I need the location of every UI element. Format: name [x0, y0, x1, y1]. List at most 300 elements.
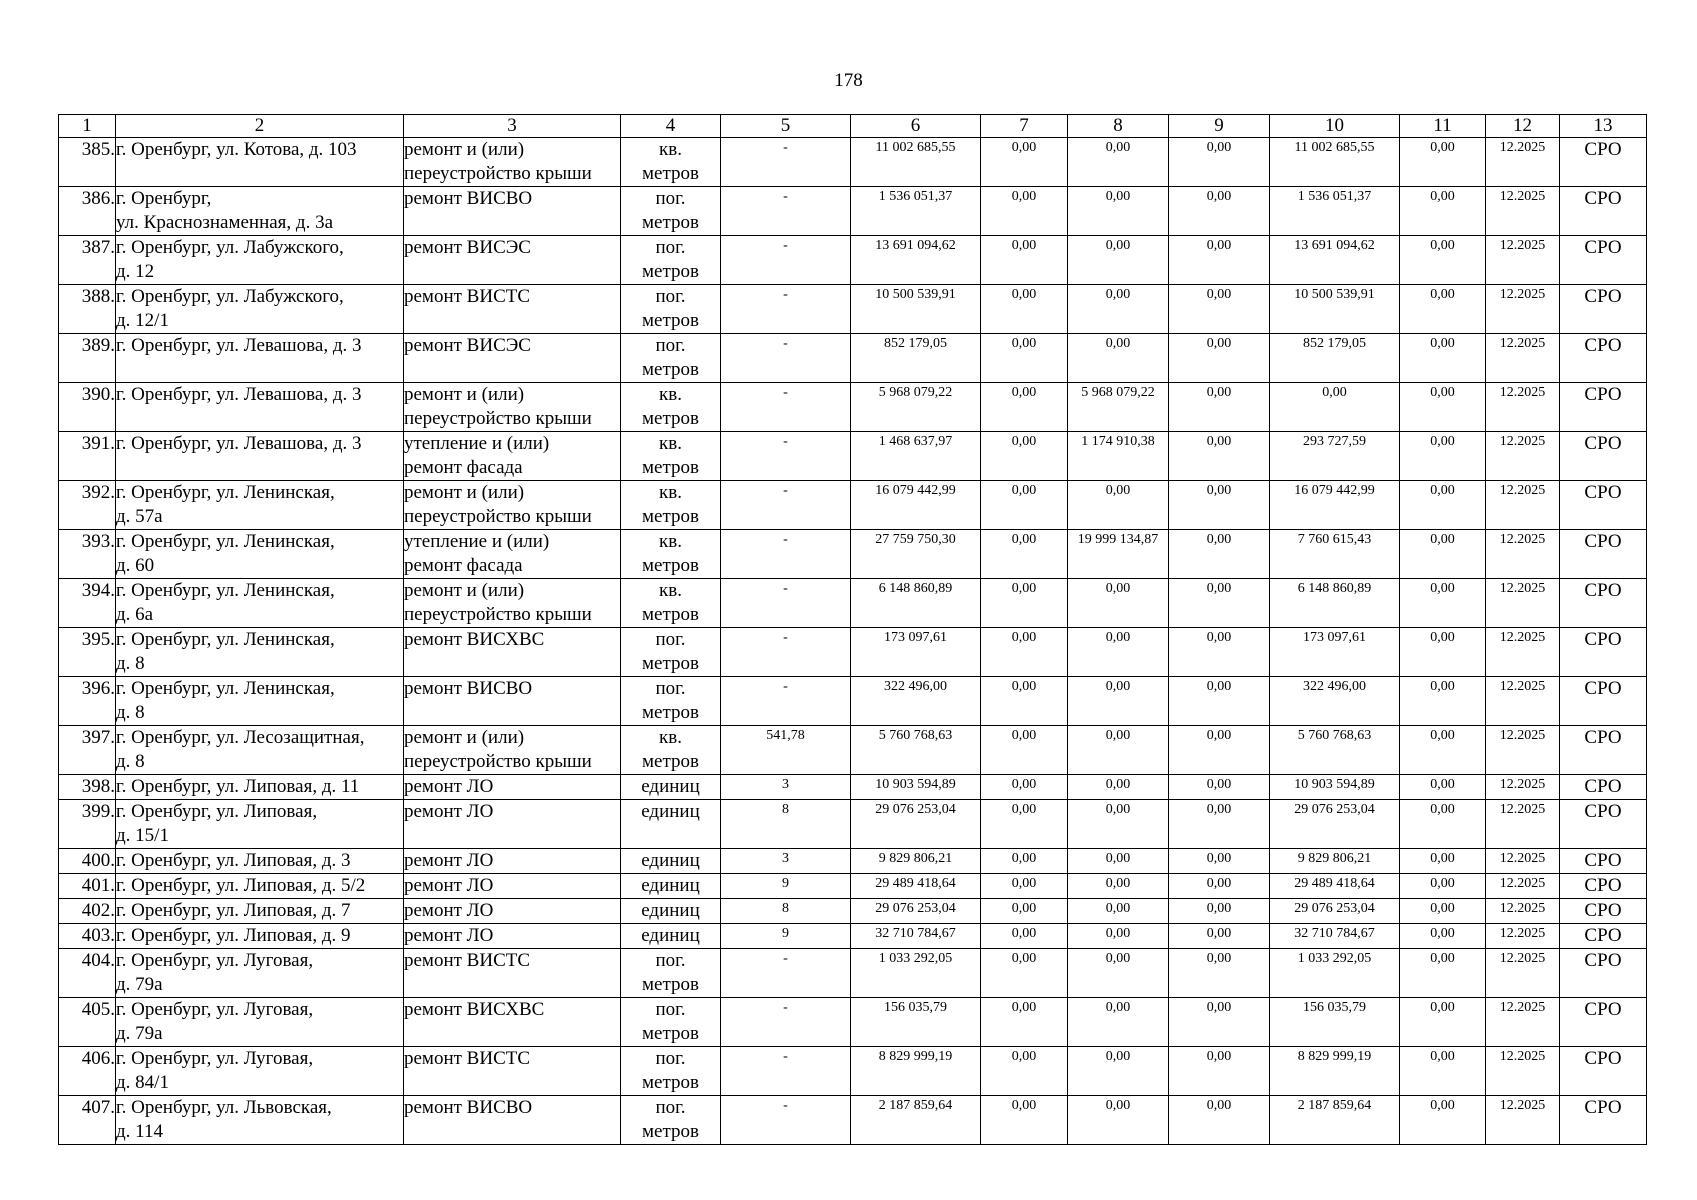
- unit-cell: [621, 481, 721, 530]
- executor-cell: СРО: [1560, 138, 1647, 187]
- address-cell-line: д. 79а: [116, 1023, 163, 1044]
- address-cell-line: г. Оренбург, ул. Ленинская,: [116, 531, 335, 552]
- col10-cell: 2 187 859,64: [1270, 1096, 1400, 1145]
- unit-cell-line: пог.: [655, 950, 686, 971]
- table-row: [59, 481, 1647, 530]
- col10-cell: 322 496,00: [1270, 677, 1400, 726]
- work-type-cell: [404, 432, 621, 481]
- col9-cell: 0,00: [1169, 998, 1270, 1047]
- col11-cell: 0,00: [1400, 849, 1486, 874]
- work-type-cell-line: ремонт ВИСВО: [404, 678, 533, 699]
- row-number-cell: 385.: [59, 138, 116, 187]
- col11-cell: 0,00: [1400, 775, 1486, 800]
- col9-cell: 0,00: [1169, 677, 1270, 726]
- col7-cell: 0,00: [981, 1047, 1068, 1096]
- table-row: [59, 432, 1647, 481]
- col7-cell: 0,00: [981, 924, 1068, 949]
- work-type-cell-line: ремонт ВИСТС: [404, 1048, 531, 1069]
- total-cost-cell: 29 489 418,64: [851, 874, 981, 899]
- address-cell: [116, 138, 404, 187]
- column-header: 6: [851, 115, 981, 138]
- work-type-cell: [404, 187, 621, 236]
- unit-cell: [621, 949, 721, 998]
- total-cost-cell: 9 829 806,21: [851, 849, 981, 874]
- col7-cell: 0,00: [981, 383, 1068, 432]
- table-row: [59, 138, 1647, 187]
- col10-cell: 156 035,79: [1270, 998, 1400, 1047]
- col11-cell: 0,00: [1400, 899, 1486, 924]
- unit-cell: [621, 383, 721, 432]
- executor-cell: СРО: [1560, 187, 1647, 236]
- unit-cell-line: метров: [642, 1023, 699, 1044]
- col7-cell: 0,00: [981, 628, 1068, 677]
- address-cell-line: д. 8: [116, 751, 145, 772]
- quantity-cell: -: [721, 432, 851, 481]
- table-row: [59, 1096, 1647, 1145]
- col11-cell: 0,00: [1400, 628, 1486, 677]
- work-type-cell-line: ремонт фасада: [404, 457, 523, 478]
- col11-cell: 0,00: [1400, 800, 1486, 849]
- column-header: 1: [59, 115, 116, 138]
- executor-cell: СРО: [1560, 628, 1647, 677]
- column-header: 3: [404, 115, 621, 138]
- address-cell: [116, 849, 404, 874]
- address-cell-line: г. Оренбург, ул. Котова, д. 103: [116, 139, 357, 160]
- address-cell-line: д. 60: [116, 555, 155, 576]
- work-type-cell: [404, 924, 621, 949]
- col11-cell: 0,00: [1400, 1047, 1486, 1096]
- work-type-cell-line: ремонт и (или): [404, 384, 525, 405]
- work-type-cell: [404, 481, 621, 530]
- address-cell-line: г. Оренбург, ул. Лесозащитная,: [116, 727, 365, 748]
- col8-cell: 0,00: [1068, 899, 1169, 924]
- col8-cell: 0,00: [1068, 187, 1169, 236]
- col7-cell: 0,00: [981, 334, 1068, 383]
- work-type-cell: [404, 285, 621, 334]
- total-cost-cell: 29 076 253,04: [851, 899, 981, 924]
- header-row: [59, 115, 1647, 138]
- column-header: 5: [721, 115, 851, 138]
- col9-cell: 0,00: [1169, 849, 1270, 874]
- col10-cell: 10 500 539,91: [1270, 285, 1400, 334]
- quantity-cell: -: [721, 383, 851, 432]
- col11-cell: 0,00: [1400, 285, 1486, 334]
- table-row: [59, 949, 1647, 998]
- col10-cell: 1 033 292,05: [1270, 949, 1400, 998]
- address-cell-line: г. Оренбург, ул. Луговая,: [116, 950, 314, 971]
- row-number-cell: 405.: [59, 998, 116, 1047]
- work-type-cell: [404, 800, 621, 849]
- unit-cell: [621, 800, 721, 849]
- executor-cell: СРО: [1560, 924, 1647, 949]
- work-type-cell: [404, 334, 621, 383]
- col9-cell: 0,00: [1169, 899, 1270, 924]
- unit-cell: [621, 726, 721, 775]
- completion-date-cell: 12.2025: [1486, 187, 1560, 236]
- unit-cell-line: метров: [642, 555, 699, 576]
- completion-date-cell: 12.2025: [1486, 775, 1560, 800]
- quantity-cell: 8: [721, 800, 851, 849]
- col8-cell: 0,00: [1068, 236, 1169, 285]
- address-cell-line: д. 8: [116, 653, 145, 674]
- address-cell: [116, 530, 404, 579]
- col9-cell: 0,00: [1169, 800, 1270, 849]
- quantity-cell: 9: [721, 924, 851, 949]
- unit-cell-line: метров: [642, 751, 699, 772]
- unit-cell: [621, 334, 721, 383]
- col9-cell: 0,00: [1169, 334, 1270, 383]
- col9-cell: 0,00: [1169, 481, 1270, 530]
- unit-cell-line: метров: [642, 261, 699, 282]
- col10-cell: 10 903 594,89: [1270, 775, 1400, 800]
- col11-cell: 0,00: [1400, 924, 1486, 949]
- work-type-cell-line: переустройство крыши: [404, 506, 592, 527]
- completion-date-cell: 12.2025: [1486, 800, 1560, 849]
- unit-cell-line: единиц: [641, 900, 700, 921]
- unit-cell: [621, 849, 721, 874]
- col8-cell: 0,00: [1068, 849, 1169, 874]
- completion-date-cell: 12.2025: [1486, 530, 1560, 579]
- total-cost-cell: 1 536 051,37: [851, 187, 981, 236]
- col9-cell: 0,00: [1169, 138, 1270, 187]
- completion-date-cell: 12.2025: [1486, 1047, 1560, 1096]
- unit-cell-line: метров: [642, 310, 699, 331]
- total-cost-cell: 8 829 999,19: [851, 1047, 981, 1096]
- quantity-cell: -: [721, 236, 851, 285]
- col9-cell: 0,00: [1169, 949, 1270, 998]
- work-type-cell-line: утепление и (или): [404, 531, 550, 552]
- total-cost-cell: 27 759 750,30: [851, 530, 981, 579]
- unit-cell: [621, 530, 721, 579]
- work-type-cell-line: ремонт ВИСВО: [404, 188, 533, 209]
- work-type-cell: [404, 383, 621, 432]
- work-type-cell: [404, 849, 621, 874]
- column-header: 11: [1400, 115, 1486, 138]
- table-row: [59, 187, 1647, 236]
- work-type-cell-line: ремонт и (или): [404, 139, 525, 160]
- unit-cell: [621, 628, 721, 677]
- table-row: [59, 874, 1647, 899]
- quantity-cell: -: [721, 138, 851, 187]
- address-cell-line: г. Оренбург, ул. Липовая, д. 11: [116, 776, 360, 797]
- unit-cell-line: пог.: [655, 1097, 686, 1118]
- row-number-cell: 393.: [59, 530, 116, 579]
- work-type-cell: [404, 530, 621, 579]
- unit-cell: [621, 775, 721, 800]
- work-type-cell: [404, 1096, 621, 1145]
- unit-cell-line: пог.: [655, 1048, 686, 1069]
- col7-cell: 0,00: [981, 187, 1068, 236]
- table-row: [59, 236, 1647, 285]
- col10-cell: 29 076 253,04: [1270, 899, 1400, 924]
- quantity-cell: 9: [721, 874, 851, 899]
- col7-cell: 0,00: [981, 285, 1068, 334]
- completion-date-cell: 12.2025: [1486, 628, 1560, 677]
- col10-cell: 1 536 051,37: [1270, 187, 1400, 236]
- work-type-cell: [404, 677, 621, 726]
- unit-cell-line: метров: [642, 702, 699, 723]
- col9-cell: 0,00: [1169, 628, 1270, 677]
- col8-cell: 0,00: [1068, 579, 1169, 628]
- col11-cell: 0,00: [1400, 949, 1486, 998]
- table-row: [59, 899, 1647, 924]
- address-cell-line: г. Оренбург, ул. Ленинская,: [116, 482, 335, 503]
- address-cell: [116, 677, 404, 726]
- total-cost-cell: 13 691 094,62: [851, 236, 981, 285]
- address-cell: [116, 949, 404, 998]
- work-type-cell-line: ремонт ЛО: [404, 801, 494, 822]
- quantity-cell: 3: [721, 849, 851, 874]
- col8-cell: 0,00: [1068, 628, 1169, 677]
- completion-date-cell: 12.2025: [1486, 1096, 1560, 1145]
- row-number-cell: 407.: [59, 1096, 116, 1145]
- unit-cell-line: пог.: [655, 999, 686, 1020]
- col11-cell: 0,00: [1400, 383, 1486, 432]
- unit-cell: [621, 924, 721, 949]
- col8-cell: 0,00: [1068, 775, 1169, 800]
- quantity-cell: -: [721, 285, 851, 334]
- quantity-cell: -: [721, 187, 851, 236]
- address-cell: [116, 334, 404, 383]
- col11-cell: 0,00: [1400, 874, 1486, 899]
- col9-cell: 0,00: [1169, 579, 1270, 628]
- col9-cell: 0,00: [1169, 874, 1270, 899]
- unit-cell-line: пог.: [655, 286, 686, 307]
- work-type-cell-line: ремонт ВИСХВС: [404, 999, 545, 1020]
- col7-cell: 0,00: [981, 899, 1068, 924]
- quantity-cell: -: [721, 334, 851, 383]
- unit-cell-line: пог.: [655, 237, 686, 258]
- column-header: 9: [1169, 115, 1270, 138]
- executor-cell: СРО: [1560, 530, 1647, 579]
- col8-cell: 0,00: [1068, 334, 1169, 383]
- quantity-cell: -: [721, 1047, 851, 1096]
- work-type-cell-line: переустройство крыши: [404, 751, 592, 772]
- table-row: [59, 677, 1647, 726]
- address-cell-line: г. Оренбург, ул. Левашова, д. 3: [116, 384, 362, 405]
- work-type-cell-line: ремонт и (или): [404, 482, 525, 503]
- executor-cell: СРО: [1560, 949, 1647, 998]
- col9-cell: 0,00: [1169, 775, 1270, 800]
- address-cell: [116, 236, 404, 285]
- table-row: [59, 285, 1647, 334]
- executor-cell: СРО: [1560, 899, 1647, 924]
- col10-cell: 852 179,05: [1270, 334, 1400, 383]
- col8-cell: 0,00: [1068, 481, 1169, 530]
- col7-cell: 0,00: [981, 800, 1068, 849]
- unit-cell-line: кв.: [659, 482, 682, 503]
- col8-cell: 0,00: [1068, 949, 1169, 998]
- col9-cell: 0,00: [1169, 726, 1270, 775]
- unit-cell-line: единиц: [641, 801, 700, 822]
- address-cell-line: г. Оренбург, ул. Левашова, д. 3: [116, 433, 362, 454]
- col11-cell: 0,00: [1400, 236, 1486, 285]
- total-cost-cell: 6 148 860,89: [851, 579, 981, 628]
- work-type-cell-line: утепление и (или): [404, 433, 550, 454]
- col7-cell: 0,00: [981, 432, 1068, 481]
- executor-cell: СРО: [1560, 383, 1647, 432]
- completion-date-cell: 12.2025: [1486, 481, 1560, 530]
- col7-cell: 0,00: [981, 579, 1068, 628]
- unit-cell-line: метров: [642, 974, 699, 995]
- unit-cell: [621, 285, 721, 334]
- col10-cell: 29 076 253,04: [1270, 800, 1400, 849]
- completion-date-cell: 12.2025: [1486, 998, 1560, 1047]
- unit-cell: [621, 998, 721, 1047]
- col9-cell: 0,00: [1169, 924, 1270, 949]
- unit-cell-line: кв.: [659, 531, 682, 552]
- completion-date-cell: 12.2025: [1486, 924, 1560, 949]
- col7-cell: 0,00: [981, 775, 1068, 800]
- address-cell-line: г. Оренбург, ул. Лабужского,: [116, 286, 344, 307]
- table-row: [59, 849, 1647, 874]
- total-cost-cell: 2 187 859,64: [851, 1096, 981, 1145]
- col11-cell: 0,00: [1400, 187, 1486, 236]
- row-number-cell: 406.: [59, 1047, 116, 1096]
- col9-cell: 0,00: [1169, 1096, 1270, 1145]
- unit-cell-line: пог.: [655, 335, 686, 356]
- completion-date-cell: 12.2025: [1486, 236, 1560, 285]
- row-number-cell: 399.: [59, 800, 116, 849]
- address-cell-line: д. 8: [116, 702, 145, 723]
- col8-cell: 0,00: [1068, 874, 1169, 899]
- address-cell-line: д. 84/1: [116, 1072, 169, 1093]
- table-row: [59, 628, 1647, 677]
- unit-cell: [621, 432, 721, 481]
- col11-cell: 0,00: [1400, 1096, 1486, 1145]
- quantity-cell: -: [721, 579, 851, 628]
- address-cell-line: г. Оренбург, ул. Левашова, д. 3: [116, 335, 362, 356]
- unit-cell-line: единиц: [641, 776, 700, 797]
- executor-cell: СРО: [1560, 677, 1647, 726]
- row-number-cell: 395.: [59, 628, 116, 677]
- col11-cell: 0,00: [1400, 481, 1486, 530]
- quantity-cell: -: [721, 949, 851, 998]
- total-cost-cell: 10 903 594,89: [851, 775, 981, 800]
- col11-cell: 0,00: [1400, 726, 1486, 775]
- col10-cell: 29 489 418,64: [1270, 874, 1400, 899]
- quantity-cell: -: [721, 628, 851, 677]
- column-header: 10: [1270, 115, 1400, 138]
- unit-cell: [621, 677, 721, 726]
- col8-cell: 19 999 134,87: [1068, 530, 1169, 579]
- col7-cell: 0,00: [981, 949, 1068, 998]
- address-cell: [116, 775, 404, 800]
- address-cell: [116, 432, 404, 481]
- completion-date-cell: 12.2025: [1486, 874, 1560, 899]
- col9-cell: 0,00: [1169, 530, 1270, 579]
- col11-cell: 0,00: [1400, 579, 1486, 628]
- row-number-cell: 388.: [59, 285, 116, 334]
- work-type-cell: [404, 628, 621, 677]
- executor-cell: СРО: [1560, 775, 1647, 800]
- unit-cell-line: кв.: [659, 433, 682, 454]
- quantity-cell: -: [721, 677, 851, 726]
- work-type-cell-line: переустройство крыши: [404, 604, 592, 625]
- row-number-cell: 390.: [59, 383, 116, 432]
- col8-cell: 0,00: [1068, 138, 1169, 187]
- work-type-cell-line: переустройство крыши: [404, 408, 592, 429]
- col7-cell: 0,00: [981, 874, 1068, 899]
- col7-cell: 0,00: [981, 530, 1068, 579]
- address-cell-line: г. Оренбург, ул. Лабужского,: [116, 237, 344, 258]
- address-cell: [116, 383, 404, 432]
- work-type-cell: [404, 775, 621, 800]
- column-header: 4: [621, 115, 721, 138]
- col9-cell: 0,00: [1169, 383, 1270, 432]
- work-type-cell: [404, 874, 621, 899]
- address-cell-line: д. 114: [116, 1121, 163, 1142]
- total-cost-cell: 29 076 253,04: [851, 800, 981, 849]
- column-header: 13: [1560, 115, 1647, 138]
- table-row: [59, 334, 1647, 383]
- col7-cell: 0,00: [981, 726, 1068, 775]
- executor-cell: СРО: [1560, 1096, 1647, 1145]
- address-cell-line: г. Оренбург, ул. Ленинская,: [116, 629, 335, 650]
- col9-cell: 0,00: [1169, 432, 1270, 481]
- work-type-cell-line: ремонт и (или): [404, 727, 525, 748]
- unit-cell-line: метров: [642, 408, 699, 429]
- col10-cell: 7 760 615,43: [1270, 530, 1400, 579]
- work-type-cell-line: переустройство крыши: [404, 163, 592, 184]
- work-type-cell: [404, 998, 621, 1047]
- data-table: [58, 114, 1647, 1145]
- table-row: [59, 775, 1647, 800]
- unit-cell-line: метров: [642, 1072, 699, 1093]
- address-cell: [116, 285, 404, 334]
- col9-cell: 0,00: [1169, 236, 1270, 285]
- unit-cell-line: единиц: [641, 925, 700, 946]
- col10-cell: 6 148 860,89: [1270, 579, 1400, 628]
- work-type-cell-line: ремонт ЛО: [404, 850, 494, 871]
- address-cell-line: д. 12/1: [116, 310, 169, 331]
- unit-cell-line: кв.: [659, 139, 682, 160]
- row-number-cell: 389.: [59, 334, 116, 383]
- col10-cell: 11 002 685,55: [1270, 138, 1400, 187]
- row-number-cell: 394.: [59, 579, 116, 628]
- completion-date-cell: 12.2025: [1486, 432, 1560, 481]
- executor-cell: СРО: [1560, 481, 1647, 530]
- work-type-cell: [404, 949, 621, 998]
- work-type-cell-line: ремонт фасада: [404, 555, 523, 576]
- completion-date-cell: 12.2025: [1486, 726, 1560, 775]
- unit-cell: [621, 899, 721, 924]
- row-number-cell: 402.: [59, 899, 116, 924]
- work-type-cell-line: ремонт ВИСВО: [404, 1097, 533, 1118]
- address-cell-line: г. Оренбург, ул. Луговая,: [116, 1048, 314, 1069]
- row-number-cell: 398.: [59, 775, 116, 800]
- work-type-cell: [404, 236, 621, 285]
- col8-cell: 0,00: [1068, 1096, 1169, 1145]
- executor-cell: СРО: [1560, 334, 1647, 383]
- work-type-cell: [404, 726, 621, 775]
- address-cell: [116, 924, 404, 949]
- col10-cell: 16 079 442,99: [1270, 481, 1400, 530]
- column-header: 7: [981, 115, 1068, 138]
- col8-cell: 0,00: [1068, 726, 1169, 775]
- unit-cell-line: кв.: [659, 384, 682, 405]
- quantity-cell: 541,78: [721, 726, 851, 775]
- quantity-cell: -: [721, 530, 851, 579]
- col9-cell: 0,00: [1169, 187, 1270, 236]
- unit-cell-line: метров: [642, 163, 699, 184]
- col11-cell: 0,00: [1400, 998, 1486, 1047]
- work-type-cell-line: ремонт ВИСХВС: [404, 629, 545, 650]
- executor-cell: СРО: [1560, 236, 1647, 285]
- col7-cell: 0,00: [981, 481, 1068, 530]
- total-cost-cell: 32 710 784,67: [851, 924, 981, 949]
- row-number-cell: 396.: [59, 677, 116, 726]
